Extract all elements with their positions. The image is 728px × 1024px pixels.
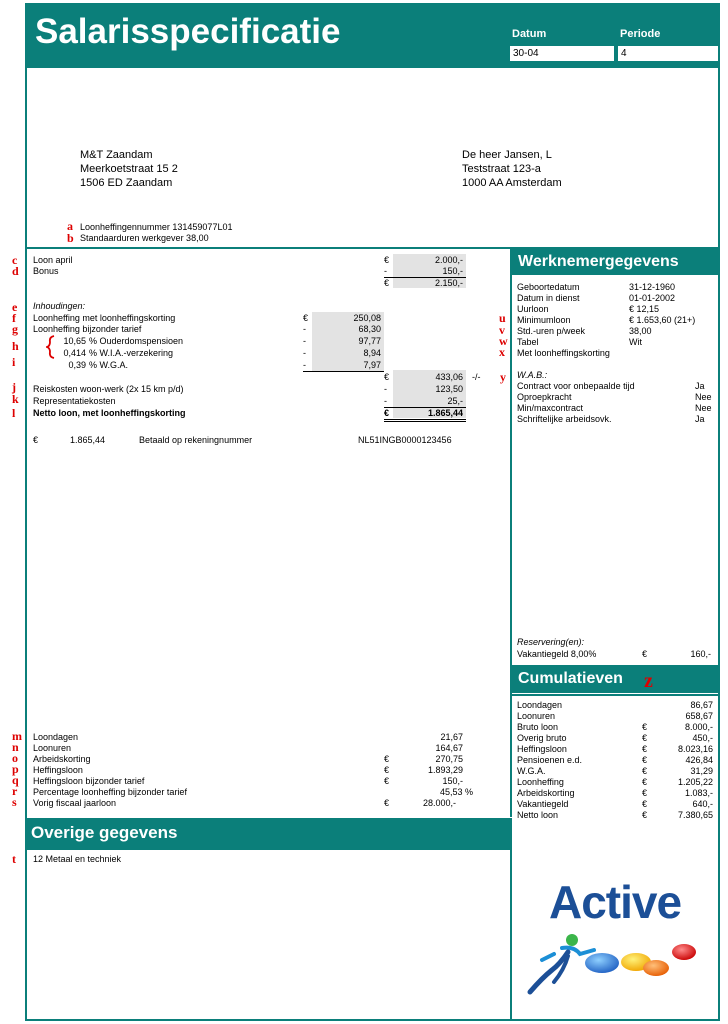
marker-n: n — [12, 740, 19, 754]
cum-row-cur-3: € — [642, 722, 648, 732]
cum-row-value-8: 1.205,22 — [677, 777, 713, 787]
fiscaal-row-value-5: 150,- — [442, 776, 463, 786]
inhouding-cur-1: € — [303, 313, 309, 323]
wab-row-value-4: Ja — [695, 414, 705, 424]
reservering-label: Reservering(en): — [517, 637, 585, 647]
inhoudingen-total-value: 433,06 — [435, 372, 463, 382]
fiscaal-row-cur-7: € — [384, 798, 390, 808]
marker-y: y — [500, 370, 506, 384]
marker-m: m — [12, 729, 22, 743]
bruto-cur: € — [384, 278, 390, 288]
fiscaal-row-value-1: 21,67 — [440, 732, 463, 742]
inhouding-cur-3: - — [303, 336, 306, 346]
marker-j: j — [12, 380, 16, 394]
datum-field: 30-04 — [510, 46, 614, 61]
cum-row-label-4: Overig bruto — [517, 733, 567, 743]
inhouding-pct-5: 0,39 — [68, 360, 86, 370]
representatie-cur: - — [384, 396, 387, 406]
datum-label: Datum — [512, 28, 547, 40]
fiscaal-row-label-1: Loondagen — [33, 732, 79, 742]
fiscaal-row-cur-3: € — [384, 754, 390, 764]
inhouding-cur-4: - — [303, 348, 306, 358]
marker-s: s — [12, 795, 17, 809]
wab-row-label-1: Contract voor onbepaalde tijd — [517, 381, 635, 391]
fiscaal-row-value-7: 28.000,- — [422, 798, 456, 808]
fiscaal-row-cur-4: € — [384, 765, 390, 775]
cum-row-cur-9: € — [642, 788, 648, 798]
werknemer-row-value-3: € 12,15 — [629, 304, 660, 314]
marker-v: v — [499, 323, 505, 337]
employee-city: 1000 AA Amsterdam — [462, 177, 562, 189]
employer-city: 1506 ED Zaandam — [80, 177, 173, 189]
cum-row-value-6: 426,84 — [685, 755, 713, 765]
werknemer-row-label-1: Geboortedatum — [517, 282, 580, 292]
marker-p: p — [12, 762, 19, 776]
werknemer-row-label-2: Datum in dienst — [517, 293, 580, 303]
werknemer-row-label-4: Minimumloon — [517, 315, 571, 325]
employer-name: M&T Zaandam — [80, 149, 153, 161]
werknemer-row-value-5: 38,00 — [629, 326, 652, 336]
inhouding-cur-2: - — [303, 324, 306, 334]
betaald-iban: NL51INGB0000123456 — [358, 435, 452, 445]
bonus-label: Bonus — [33, 266, 59, 276]
cum-row-value-3: 8.000,- — [684, 722, 713, 732]
marker-k: k — [12, 392, 19, 406]
marker-i: i — [12, 355, 16, 369]
inhoudingen-minus-sign: -/- — [472, 372, 481, 382]
fiscaal-row-value-3: 270,75 — [435, 754, 463, 764]
netto-label: Netto loon, met loonheffingskorting — [33, 408, 186, 418]
cum-row-cur-6: € — [642, 755, 648, 765]
marker-q: q — [12, 773, 19, 787]
wab-row-value-3: Nee — [695, 403, 712, 413]
fiscaal-row-label-6: Percentage loonheffing bijzonder tarief — [33, 787, 187, 797]
cum-row-label-2: Loonuren — [517, 711, 556, 721]
cum-row-cur-8: € — [642, 777, 648, 787]
fiscaal-row-cur-5: € — [384, 776, 390, 786]
cum-row-value-2: 658,67 — [685, 711, 713, 721]
inhouding-value-4: 8,94 — [363, 348, 381, 358]
marker-d: d — [12, 264, 19, 278]
cum-row-label-11: Netto loon — [517, 810, 559, 820]
cum-row-label-9: Arbeidskorting — [517, 788, 575, 798]
marker-e: e — [12, 300, 18, 314]
employer-address — [80, 148, 178, 190]
employee-name: De heer Jansen, L — [462, 149, 552, 161]
betaald-cur: € — [33, 435, 39, 445]
standaarduren: Standaarduren werkgever 38,00 — [80, 233, 209, 243]
werknemer-row-value-6: Wit — [629, 337, 642, 347]
representatie-value: 25,- — [447, 396, 463, 406]
werknemer-row-label-6: Tabel — [517, 337, 539, 347]
werknemer-row-label-5: Std.-uren p/week — [517, 326, 586, 336]
reiskosten-value: 123,50 — [435, 384, 463, 394]
vakantiegeld-label: Vakantiegeld 8,00% — [517, 649, 597, 659]
inhoudingen-label: Inhoudingen: — [33, 301, 86, 311]
cum-row-value-10: 640,- — [692, 799, 713, 809]
wab-label: W.A.B.: — [517, 370, 548, 380]
overige-header: Overige gegevens — [25, 818, 512, 848]
loon-april-cur: € — [384, 255, 390, 265]
cum-row-value-9: 1.083,- — [684, 788, 713, 798]
cum-row-value-11: 7.380,65 — [677, 810, 713, 820]
bonus-value: 150,- — [442, 266, 463, 276]
wab-row-label-4: Schriftelijke arbeidsovk. — [517, 414, 612, 424]
loonheffingennummer: Loonheffingennummer 131459077L01 — [80, 222, 233, 232]
marker-f: f — [12, 311, 16, 325]
marker-g: g — [12, 322, 18, 336]
cum-row-value-7: 31,29 — [690, 766, 713, 776]
cum-row-cur-11: € — [642, 810, 648, 820]
cum-row-cur-10: € — [642, 799, 648, 809]
vakantiegeld-value: 160,- — [690, 649, 711, 659]
werknemer-row-value-2: 01-01-2002 — [629, 293, 676, 303]
cum-row-label-1: Loondagen — [517, 700, 563, 710]
marker-a: a — [67, 219, 73, 233]
inhouding-label-2: Loonheffing bijzonder tarief — [33, 324, 142, 334]
fiscaal-row-value-6: 45,53 % — [439, 787, 473, 797]
netto-double-rule-1 — [384, 419, 466, 420]
inhouding-value-5: 7,97 — [363, 360, 381, 370]
cum-row-label-7: W.G.A. — [517, 766, 546, 776]
inhouding-label-3: % Ouderdomspensioen — [89, 336, 184, 346]
cumulatieven-divider — [510, 694, 720, 696]
fiscaal-row-label-7: Vorig fiscaal jaarloon — [33, 798, 117, 808]
employee-street: Teststraat 123-a — [462, 163, 541, 175]
page-title: Salarisspecificatie — [35, 12, 341, 51]
loon-april-label: Loon april — [33, 255, 73, 265]
cum-row-label-3: Bruto loon — [517, 722, 559, 732]
fiscaal-row-label-4: Heffingsloon — [33, 765, 83, 775]
fiscaal-row-label-5: Heffingsloon bijzonder tarief — [33, 776, 145, 786]
inhouding-value-3: 97,77 — [358, 336, 381, 346]
reiskosten-label: Reiskosten woon-werk (2x 15 km p/d) — [33, 384, 184, 394]
netto-cur: € — [384, 408, 390, 418]
inhouding-label-1: Loonheffing met loonheffingskorting — [33, 313, 176, 323]
vakantiegeld-cur: € — [642, 649, 648, 659]
marker-l: l — [12, 406, 16, 420]
marker-x: x — [499, 345, 505, 359]
marker-o: o — [12, 751, 18, 765]
representatie-label: Representatiekosten — [33, 396, 116, 406]
inhouding-pct-3: 10,65 — [63, 336, 86, 346]
bonus-cur: - — [384, 266, 387, 276]
werknemer-row-label-7: Met loonheffingskorting — [517, 348, 610, 358]
cum-row-value-1: 86,67 — [690, 700, 713, 710]
lower-column-divider — [510, 818, 512, 1021]
netto-value: 1.865,44 — [427, 408, 463, 418]
cum-row-value-5: 8.023,16 — [677, 744, 713, 754]
wab-row-label-2: Oproepkracht — [517, 392, 572, 402]
inhouding-value-2: 68,30 — [358, 324, 381, 334]
marker-u: u — [499, 311, 506, 325]
cum-row-cur-4: € — [642, 733, 648, 743]
fiscaal-row-label-3: Arbeidskorting — [33, 754, 91, 764]
cum-row-label-10: Vakantiegeld — [517, 799, 569, 809]
fiscaal-row-label-2: Loonuren — [33, 743, 72, 753]
werknemer-row-value-4: € 1.653,60 (21+) — [629, 315, 696, 325]
active-logo-icon — [524, 930, 704, 998]
cum-row-label-5: Heffingsloon — [517, 744, 567, 754]
marker-t: t — [12, 852, 16, 866]
column-divider — [510, 247, 512, 817]
inhouding-label-4: % W.I.A.-verzekering — [89, 348, 174, 358]
inhouding-pct-4: 0,414 — [63, 348, 86, 358]
overige-text: 12 Metaal en techniek — [33, 854, 122, 864]
employee-address — [462, 148, 562, 190]
inhouding-cur-5: - — [303, 360, 306, 370]
marker-h: h — [12, 339, 19, 353]
reiskosten-cur: - — [384, 384, 387, 394]
marker-r: r — [12, 784, 18, 798]
inhouding-value-1: 250,08 — [353, 313, 381, 323]
periode-label: Periode — [620, 28, 661, 40]
marker-b: b — [67, 231, 74, 245]
fiscaal-row-value-4: 1.893,29 — [427, 765, 463, 775]
cum-row-label-8: Loonheffing — [517, 777, 564, 787]
bruto-value: 2.150,- — [434, 278, 463, 288]
inhoudingen-rule — [303, 371, 384, 372]
inhouding-label-5: % W.G.A. — [89, 360, 129, 370]
werknemer-row-value-1: 31-12-1960 — [629, 282, 676, 292]
betaald-label: Betaald op rekeningnummer — [139, 435, 253, 445]
active-logo-text: Active — [549, 876, 682, 928]
cumulatieven-header: Cumulatieven — [512, 665, 718, 693]
overige-divider — [25, 848, 512, 850]
periode-field: 4 — [618, 46, 718, 61]
inhoudingen-total-cur: € — [384, 372, 390, 382]
marker-c: c — [12, 253, 18, 267]
wab-row-value-1: Ja — [695, 381, 705, 391]
employer-street: Meerkoetstraat 15 2 — [80, 163, 178, 175]
cum-row-label-6: Pensioenen e.d. — [517, 755, 583, 765]
cum-row-cur-7: € — [642, 766, 648, 776]
loon-april-value: 2.000,- — [434, 255, 463, 265]
cum-row-value-4: 450,- — [692, 733, 713, 743]
fiscaal-row-value-2: 164,67 — [435, 743, 463, 753]
marker-w: w — [499, 334, 508, 348]
netto-double-rule-2 — [384, 421, 466, 422]
werknemer-row-label-3: Uurloon — [517, 304, 549, 314]
cum-row-cur-5: € — [642, 744, 648, 754]
werknemer-header: Werknemergegevens — [512, 249, 718, 275]
marker-z: z — [644, 670, 653, 692]
betaald-amount: 1.865,44 — [69, 435, 105, 445]
wab-row-value-2: Nee — [695, 392, 712, 402]
wab-row-label-3: Min/maxcontract — [517, 403, 584, 413]
